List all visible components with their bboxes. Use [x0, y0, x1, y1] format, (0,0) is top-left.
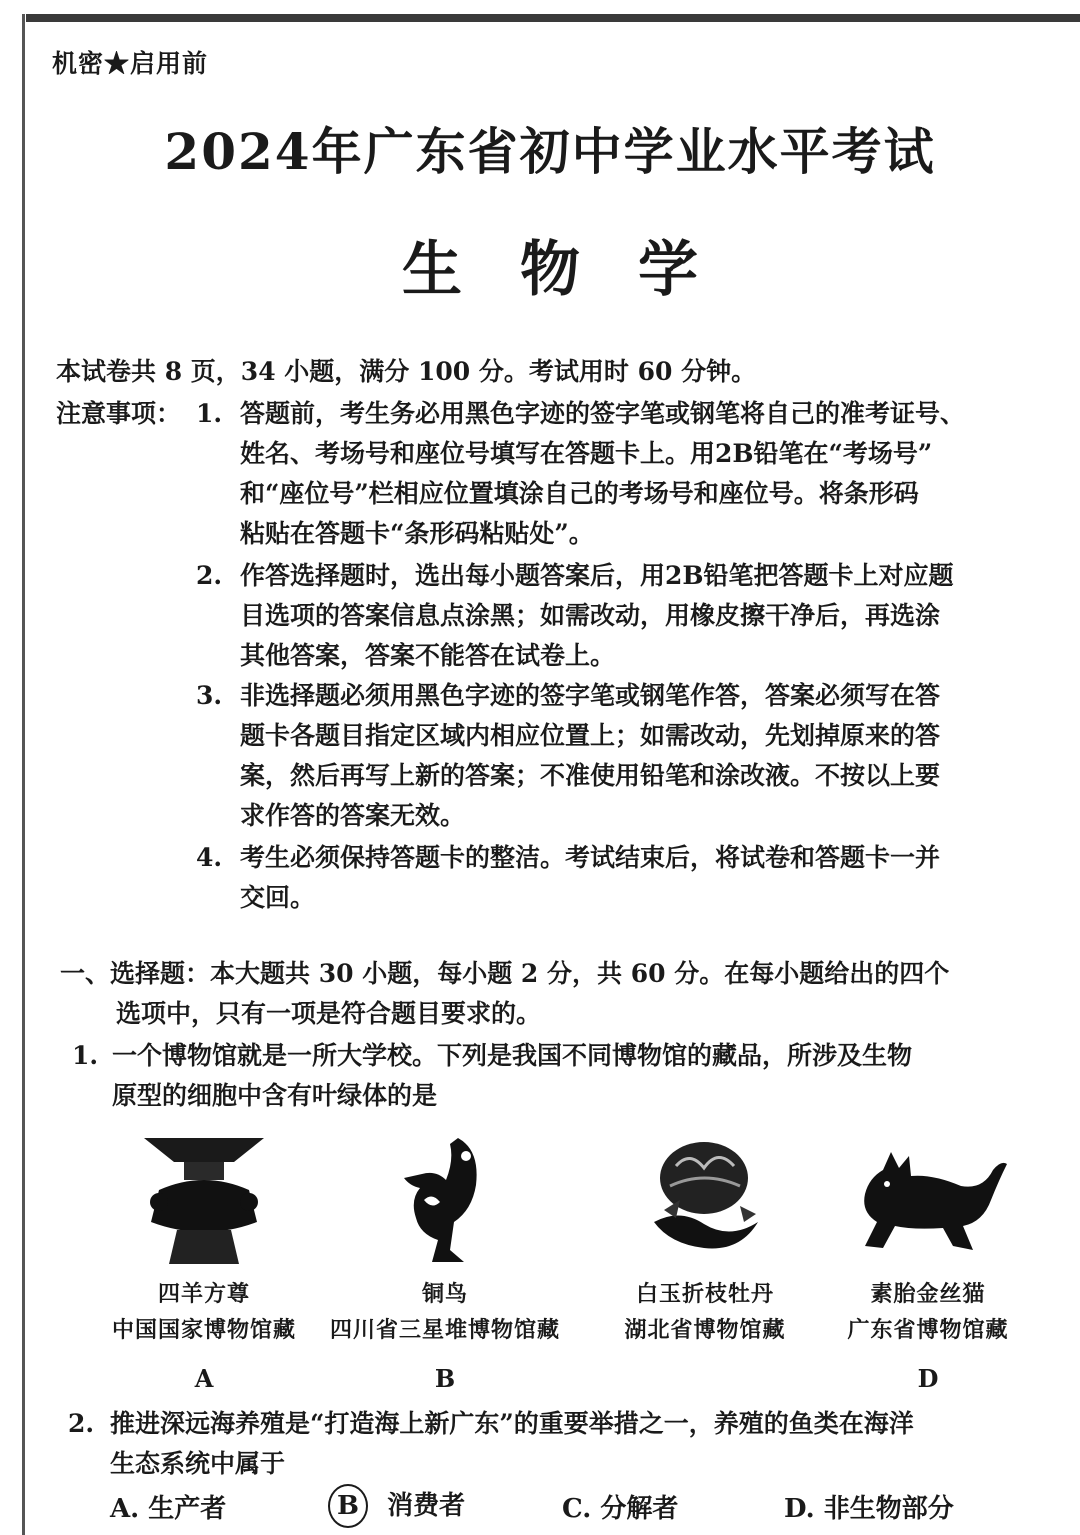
exam-summary: 本试卷共 8 页，34 小题，满分 100 分。考试用时 60 分钟。 [56, 357, 757, 386]
section-line: 一、选择题：本大题共 30 小题，每小题 2 分，共 60 分。在每小题给出的四个 [60, 959, 950, 988]
artifact-museum: 广东省博物馆藏 [847, 1317, 1009, 1343]
section-line: 选项中，只有一项是符合题目要求的。 [116, 999, 542, 1028]
note-line: 粘贴在答题卡“条形码粘贴处”。 [240, 519, 594, 548]
note-line: 其他答案，答案不能答在试卷上。 [240, 641, 616, 670]
question-1-stem [112, 1036, 1037, 1116]
figure-option-c [585, 1130, 825, 1364]
figure-option-b [325, 1130, 565, 1393]
note-item [240, 838, 1040, 918]
option-c [562, 1488, 678, 1525]
question-line: 一个博物馆就是一所大学校。下列是我国不同博物馆的藏品，所涉及生物 [112, 1041, 913, 1070]
figure-option-d [808, 1130, 1048, 1393]
question-line: 推进深远海养殖是“打造海上新广东”的重要举措之一，养殖的鱼类在海洋 [110, 1409, 914, 1438]
question-number: 2. [68, 1409, 95, 1438]
porcelain-cat-icon [843, 1130, 1013, 1270]
note-line: 交回。 [240, 883, 316, 912]
subject-title: 生物学 [402, 235, 756, 305]
note-line: 姓名、考场号和座位号填写在答题卡上。用2B铅笔在“考场号” [240, 439, 933, 468]
circled-answer-mark: B [328, 1484, 368, 1528]
note-line: 目选项的答案信息点涂黑；如需改动，用橡皮擦干净后，再选涂 [240, 601, 941, 630]
option-text: 消费者 [387, 1491, 466, 1521]
artifact-museum: 四川省三星堆博物馆藏 [329, 1317, 560, 1343]
bronze-vessel-icon [139, 1130, 269, 1270]
option-letter: B [434, 1364, 456, 1393]
note-number: 3. [196, 681, 223, 710]
artifact-name: 素胎金丝猫 [870, 1281, 986, 1307]
option-letter: C. [562, 1494, 592, 1524]
option-b [328, 1484, 465, 1528]
note-line: 考生必须保持答题卡的整洁。考试结束后，将试卷和答题卡一并 [240, 843, 941, 872]
bronze-bird-icon [380, 1130, 510, 1270]
note-line: 非选择题必须用黑色字迹的签字笔或钢笔作答，答案必须写在答 [240, 681, 941, 710]
artifact-museum: 中国国家博物馆藏 [111, 1317, 296, 1343]
option-letter: D. [784, 1494, 815, 1524]
option-text: 分解者 [600, 1494, 679, 1524]
note-number: 2. [196, 561, 223, 590]
exam-title: 2024年广东省初中学业水平考试 [164, 122, 936, 181]
question-number: 1. [72, 1041, 99, 1070]
artifact-museum: 湖北省博物馆藏 [624, 1317, 786, 1343]
note-item [240, 556, 1040, 676]
figure-caption [808, 1276, 1048, 1348]
note-number: 1. [196, 399, 223, 428]
option-letter: A [194, 1364, 214, 1393]
artifact-name: 铜鸟 [421, 1281, 468, 1307]
section-heading [60, 954, 1035, 1034]
note-item [240, 676, 1040, 836]
question-2-stem [110, 1404, 1035, 1484]
question-line: 生态系统中属于 [110, 1449, 286, 1478]
jade-peony-icon [640, 1130, 770, 1270]
note-line: 作答选择题时，选出每小题答案后，用2B铅笔把答题卡上对应题 [240, 561, 954, 590]
question-line: 原型的细胞中含有叶绿体的是 [112, 1081, 438, 1110]
note-line: 题卡各题目指定区域内相应位置上；如需改动，先划掉原来的答 [240, 721, 941, 750]
figure-option-a [84, 1130, 324, 1393]
page-top-border [26, 14, 1080, 22]
note-line: 求作答的答案无效。 [240, 801, 466, 830]
option-a [110, 1488, 226, 1525]
note-number: 4. [196, 843, 223, 872]
option-letter: D [917, 1364, 939, 1393]
option-text: 非生物部分 [823, 1494, 954, 1524]
option-letter: A. [110, 1494, 140, 1524]
figure-caption [84, 1276, 324, 1348]
artifact-name: 白玉折枝牡丹 [635, 1281, 774, 1307]
option-d [784, 1488, 954, 1525]
note-line: 和“座位号”栏相应位置填涂自己的考场号和座位号。将条形码 [240, 479, 919, 508]
note-line: 答题前，考生务必用黑色字迹的签字笔或钢笔将自己的准考证号、 [240, 399, 966, 428]
note-item [240, 394, 1040, 554]
figure-caption [325, 1276, 565, 1348]
confidential-mark: 机密★启用前 [52, 49, 209, 78]
artifact-name: 四羊方尊 [157, 1281, 250, 1307]
note-line: 案，然后再写上新的答案；不准使用铅笔和涂改液。不按以上要 [240, 761, 941, 790]
option-text: 生产者 [148, 1494, 227, 1524]
figure-caption [585, 1276, 825, 1348]
notes-label: 注意事项： [56, 399, 182, 428]
